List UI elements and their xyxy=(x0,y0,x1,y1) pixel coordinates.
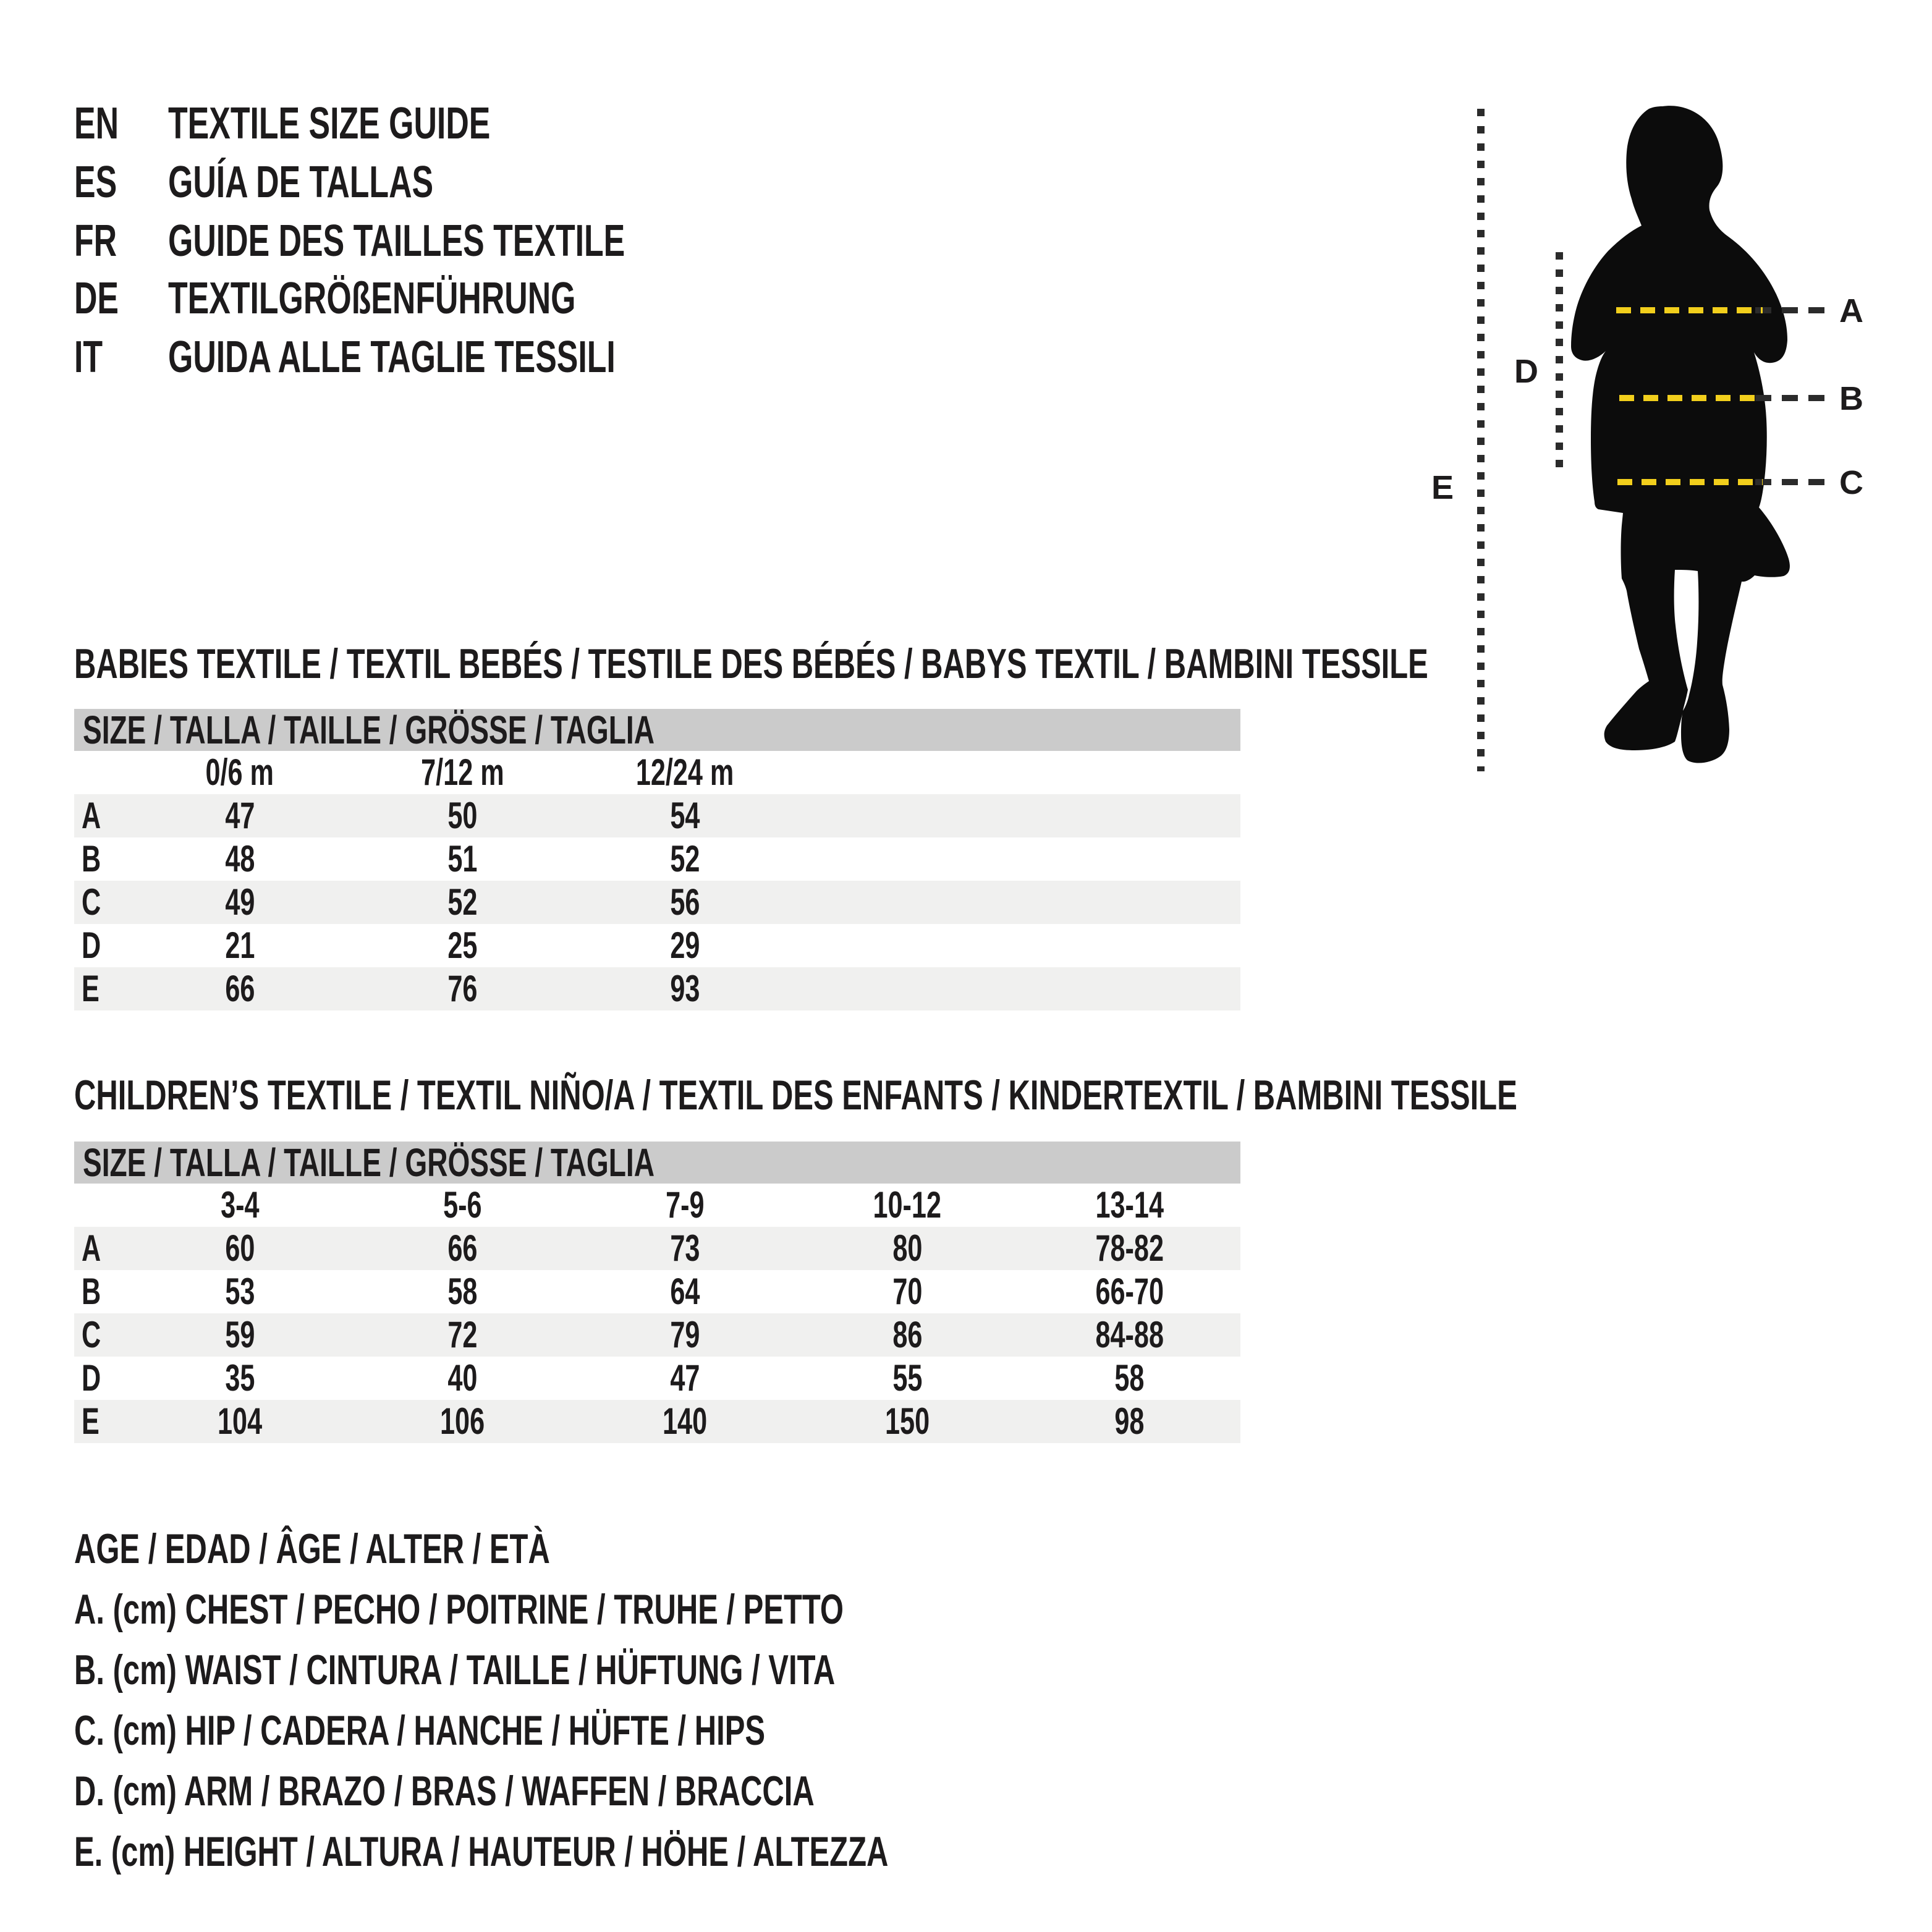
cell-value: 66-70 xyxy=(1095,1271,1164,1312)
cell-value: 104 xyxy=(217,1400,263,1442)
row-label: E xyxy=(82,968,100,1009)
row-label: E xyxy=(82,1400,100,1442)
legend-age xyxy=(74,1524,735,1574)
cell-value: 79 xyxy=(669,1314,700,1355)
cell-value: 58 xyxy=(447,1271,478,1312)
table-row xyxy=(74,881,1240,924)
legend-text: C. (cm) HIP / CADERA / HANCHE / HÜFTE / HIPS xyxy=(74,1707,766,1754)
row-label: A xyxy=(82,795,101,836)
column-header xyxy=(351,1184,574,1227)
cell-value: 76 xyxy=(447,968,478,1009)
cell-value: 47 xyxy=(669,1357,700,1399)
babies-size-header-text: SIZE / TALLA / TAILLE / GRÖSSE / TAGLIA xyxy=(83,708,655,752)
table-row xyxy=(74,1270,1240,1313)
cell-value: 29 xyxy=(669,925,700,966)
babies-size-table xyxy=(74,751,1240,1010)
cell-value: 70 xyxy=(892,1271,923,1312)
cell-value: 53 xyxy=(224,1271,255,1312)
legend-hip xyxy=(74,1706,1034,1755)
language-title: GUIDE DES TAILLES TEXTILE xyxy=(168,216,625,266)
language-code: ES xyxy=(74,158,117,207)
children-section-title xyxy=(74,1070,1932,1120)
column-header-text: 13-14 xyxy=(1095,1184,1164,1226)
cell-value: 21 xyxy=(224,925,255,966)
legend-height xyxy=(74,1827,1205,1876)
cell-value: 59 xyxy=(224,1314,255,1355)
column-header-text: 7/12 m xyxy=(420,752,504,793)
label-waist-b: B xyxy=(1839,380,1863,417)
language-title: TEXTILGRÖßENFÜHRUNG xyxy=(168,274,576,323)
cell-value: 25 xyxy=(447,925,478,966)
column-header xyxy=(1019,1184,1240,1227)
cell-value: 48 xyxy=(224,838,255,879)
column-header xyxy=(129,751,351,794)
babies-section-title-text: BABIES TEXTILE / TEXTIL BEBÉS / TESTILE DES BÉBÉS / BABYS TEXTIL / BAMBINI TESSILE xyxy=(74,640,1428,687)
legend-chest xyxy=(74,1585,1143,1634)
table-row xyxy=(74,1227,1240,1270)
column-header-text: 10-12 xyxy=(873,1184,942,1226)
cell-value: 56 xyxy=(669,881,700,923)
legend-text: B. (cm) WAIST / CINTURA / TAILLE / HÜFTUNG / VITA xyxy=(74,1646,836,1693)
column-header xyxy=(129,1184,351,1227)
babies-size-header-bar xyxy=(74,709,1240,751)
label-arm-d: D xyxy=(1514,353,1538,390)
column-header xyxy=(1019,751,1240,794)
row-label: A xyxy=(82,1227,101,1269)
row-label: B xyxy=(82,838,101,879)
row-label: D xyxy=(82,925,101,966)
cell-value: 52 xyxy=(447,881,478,923)
table-row xyxy=(74,794,1240,837)
label-hip-c: C xyxy=(1839,464,1863,501)
column-header-text: 5-6 xyxy=(443,1184,482,1226)
column-header xyxy=(796,1184,1019,1227)
column-header xyxy=(574,1184,796,1227)
cell-value: 55 xyxy=(892,1357,923,1399)
cell-value: 150 xyxy=(884,1400,930,1442)
legend-text: A. (cm) CHEST / PECHO / POITRINE / TRUHE / PETTO xyxy=(74,1586,844,1633)
row-label: D xyxy=(82,1357,101,1399)
table-row xyxy=(74,837,1240,881)
corner-cell xyxy=(74,751,129,794)
language-code: DE xyxy=(74,274,119,323)
table-row xyxy=(74,1357,1240,1400)
language-code: FR xyxy=(74,216,117,266)
cell-value: 140 xyxy=(662,1400,708,1442)
cell-value: 84-88 xyxy=(1095,1314,1164,1355)
cell-value: 98 xyxy=(1114,1400,1145,1442)
cell-value: 50 xyxy=(447,795,478,836)
children-size-header-bar xyxy=(74,1142,1240,1184)
language-code: IT xyxy=(74,333,103,382)
cell-value: 49 xyxy=(224,881,255,923)
children-size-header-text: SIZE / TALLA / TAILLE / GRÖSSE / TAGLIA xyxy=(83,1140,655,1185)
corner-cell xyxy=(74,1184,129,1227)
legend-text: D. (cm) ARM / BRAZO / BRAS / WAFFEN / BRACCIA xyxy=(74,1768,815,1815)
label-height-e: E xyxy=(1431,469,1454,506)
column-header-text: 0/6 m xyxy=(205,752,274,793)
table-row xyxy=(74,967,1240,1010)
table-header-row xyxy=(74,1184,1240,1227)
cell-value: 35 xyxy=(224,1357,255,1399)
cell-value: 47 xyxy=(224,795,255,836)
cell-value: 78-82 xyxy=(1095,1227,1164,1269)
cell-value: 52 xyxy=(669,838,700,879)
table-row xyxy=(74,1313,1240,1357)
column-header-text: 3-4 xyxy=(220,1184,260,1226)
legend-arm xyxy=(74,1766,1102,1816)
legend-text: AGE / EDAD / ÂGE / ALTER / ETÀ xyxy=(74,1525,550,1572)
column-header-text: 12/24 m xyxy=(635,752,734,793)
cell-value: 66 xyxy=(224,968,255,1009)
column-header xyxy=(796,751,1019,794)
cell-value: 80 xyxy=(892,1227,923,1269)
column-header xyxy=(351,751,574,794)
cell-value: 60 xyxy=(224,1227,255,1269)
cell-value: 66 xyxy=(447,1227,478,1269)
cell-value: 64 xyxy=(669,1271,700,1312)
language-title: GUIDA ALLE TAGLIE TESSILI xyxy=(168,333,616,382)
language-title: TEXTILE SIZE GUIDE xyxy=(168,99,491,148)
cell-value: 106 xyxy=(439,1400,485,1442)
row-label: C xyxy=(82,881,101,923)
children-section-title-text: CHILDREN’S TEXTILE / TEXTIL NIÑO/A / TEXTIL DES ENFANTS / KINDERTEXTIL / BAMBINI TESSILE xyxy=(74,1072,1517,1119)
children-size-table xyxy=(74,1184,1240,1443)
table-row xyxy=(74,924,1240,967)
cell-value: 54 xyxy=(669,795,700,836)
column-header xyxy=(574,751,796,794)
table-row xyxy=(74,1400,1240,1443)
cell-value: 40 xyxy=(447,1357,478,1399)
column-header-text: 7-9 xyxy=(665,1184,705,1226)
row-label: B xyxy=(82,1271,101,1312)
legend-text: E. (cm) HEIGHT / ALTURA / HAUTEUR / HÖHE / ALTEZZA xyxy=(74,1828,889,1875)
label-chest-a: A xyxy=(1839,292,1863,329)
cell-value: 93 xyxy=(669,968,700,1009)
language-title: GUÍA DE TALLAS xyxy=(168,158,434,207)
language-code: EN xyxy=(74,99,119,148)
row-label: C xyxy=(82,1314,101,1355)
cell-value: 72 xyxy=(447,1314,478,1355)
cell-value: 58 xyxy=(1114,1357,1145,1399)
table-header-row xyxy=(74,751,1240,794)
babies-section-title xyxy=(74,639,1932,688)
cell-value: 51 xyxy=(447,838,478,879)
legend-waist xyxy=(74,1645,1131,1695)
cell-value: 86 xyxy=(892,1314,923,1355)
cell-value: 73 xyxy=(669,1227,700,1269)
